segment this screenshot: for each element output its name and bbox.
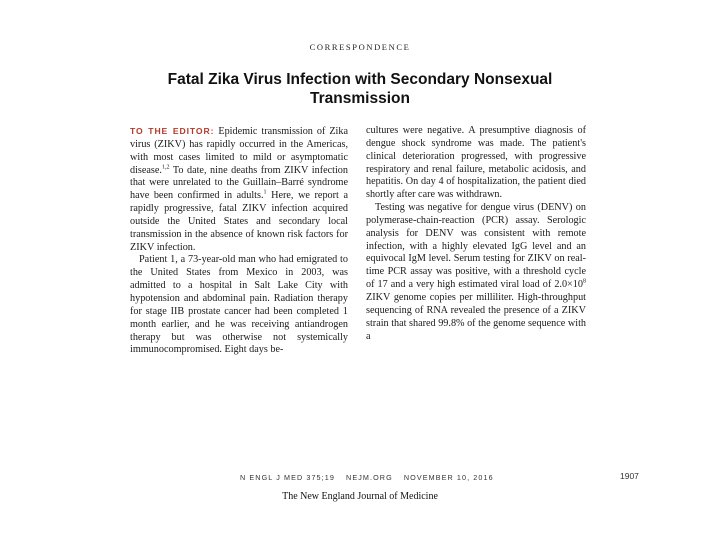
- paragraph-1-text-b: To date, nine deaths from ZIKV infection that were unrelated to the Guillain–Barré syndrome have been confirmed in adults.: [130, 164, 348, 202]
- issue-date: NOVEMBER 10, 2016: [403, 473, 494, 482]
- citation-sup-1: 1,2: [161, 164, 170, 171]
- right-column: [366, 125, 586, 343]
- left-column: [130, 125, 348, 357]
- lead-in: TO THE EDITOR:: [130, 126, 215, 136]
- paragraph-1: [130, 125, 348, 254]
- journal-citation: N ENGL J MED 375;19: [240, 473, 335, 482]
- citation-sup-2: 1: [263, 189, 267, 196]
- paragraph-1-text-c: Here, we report a rapidly progressive, fatal ZIKV infection acquired outside the United States and secondary local transmission in the absence of known risk factors for ZIKV infection.: [130, 190, 348, 253]
- paragraph-1-text-a: Epidemic transmission of Zika virus (ZIKV) has rapidly occurred in the Americas, with most cases limited to mild or asymptomatic disease.: [130, 126, 349, 176]
- exponent-sup: 8: [583, 278, 586, 285]
- journal-site: NEJM.ORG: [346, 473, 393, 482]
- paragraph-4: [366, 202, 586, 343]
- article-title: Fatal Zika Virus Infection with Secondary Nonsexual Transmission: [167, 71, 553, 107]
- section-label: CORRESPONDENCE: [309, 42, 411, 52]
- paragraph-4-text-a: Testing was negative for dengue virus (DENV) on polymerase-chain-reaction (PCR) assay. Serologic analysis for DENV was consistent with remote infection, with a highly elevated IgG level and an equivocal IgM level. Serum testing for ZIKV on real-time PCR assay was positive, with a threshold cycle of 17 and a very high estimated viral load of 2.0×10: [366, 202, 586, 291]
- journal-name: The New England Journal of Medicine: [282, 491, 438, 502]
- paragraph-3: cultures were negative. A presumptive diagnosis of dengue shock syndrome was made. The patient's clinical deterioration progressed, with progressive respiratory and renal failure, metabolic acidosis, and hepatitis. On day 4 of hospitalization, the patient died shortly after care was withdrawn.: [366, 125, 586, 201]
- footer-citation-line: [240, 473, 502, 482]
- paragraph-2: Patient 1, a 73-year-old man who had emigrated to the United States from Mexico in 2003, was admitted to a hospital in Salt Lake City with hypotension and abdominal pain. Radiation therapy for stage IIB prostate cancer had been completed 1 month earlier, and he was receiving antiandrogen therapy but was otherwise not systemically immunocompromised. Eight days be-: [130, 254, 348, 356]
- page-number: 1907: [620, 471, 639, 481]
- paragraph-4-text-b: ZIKV genome copies per milliliter. High-throughput sequencing of RNA revealed the presence of a ZIKV strain that shared 99.8% of the genome sequence with a: [366, 291, 586, 342]
